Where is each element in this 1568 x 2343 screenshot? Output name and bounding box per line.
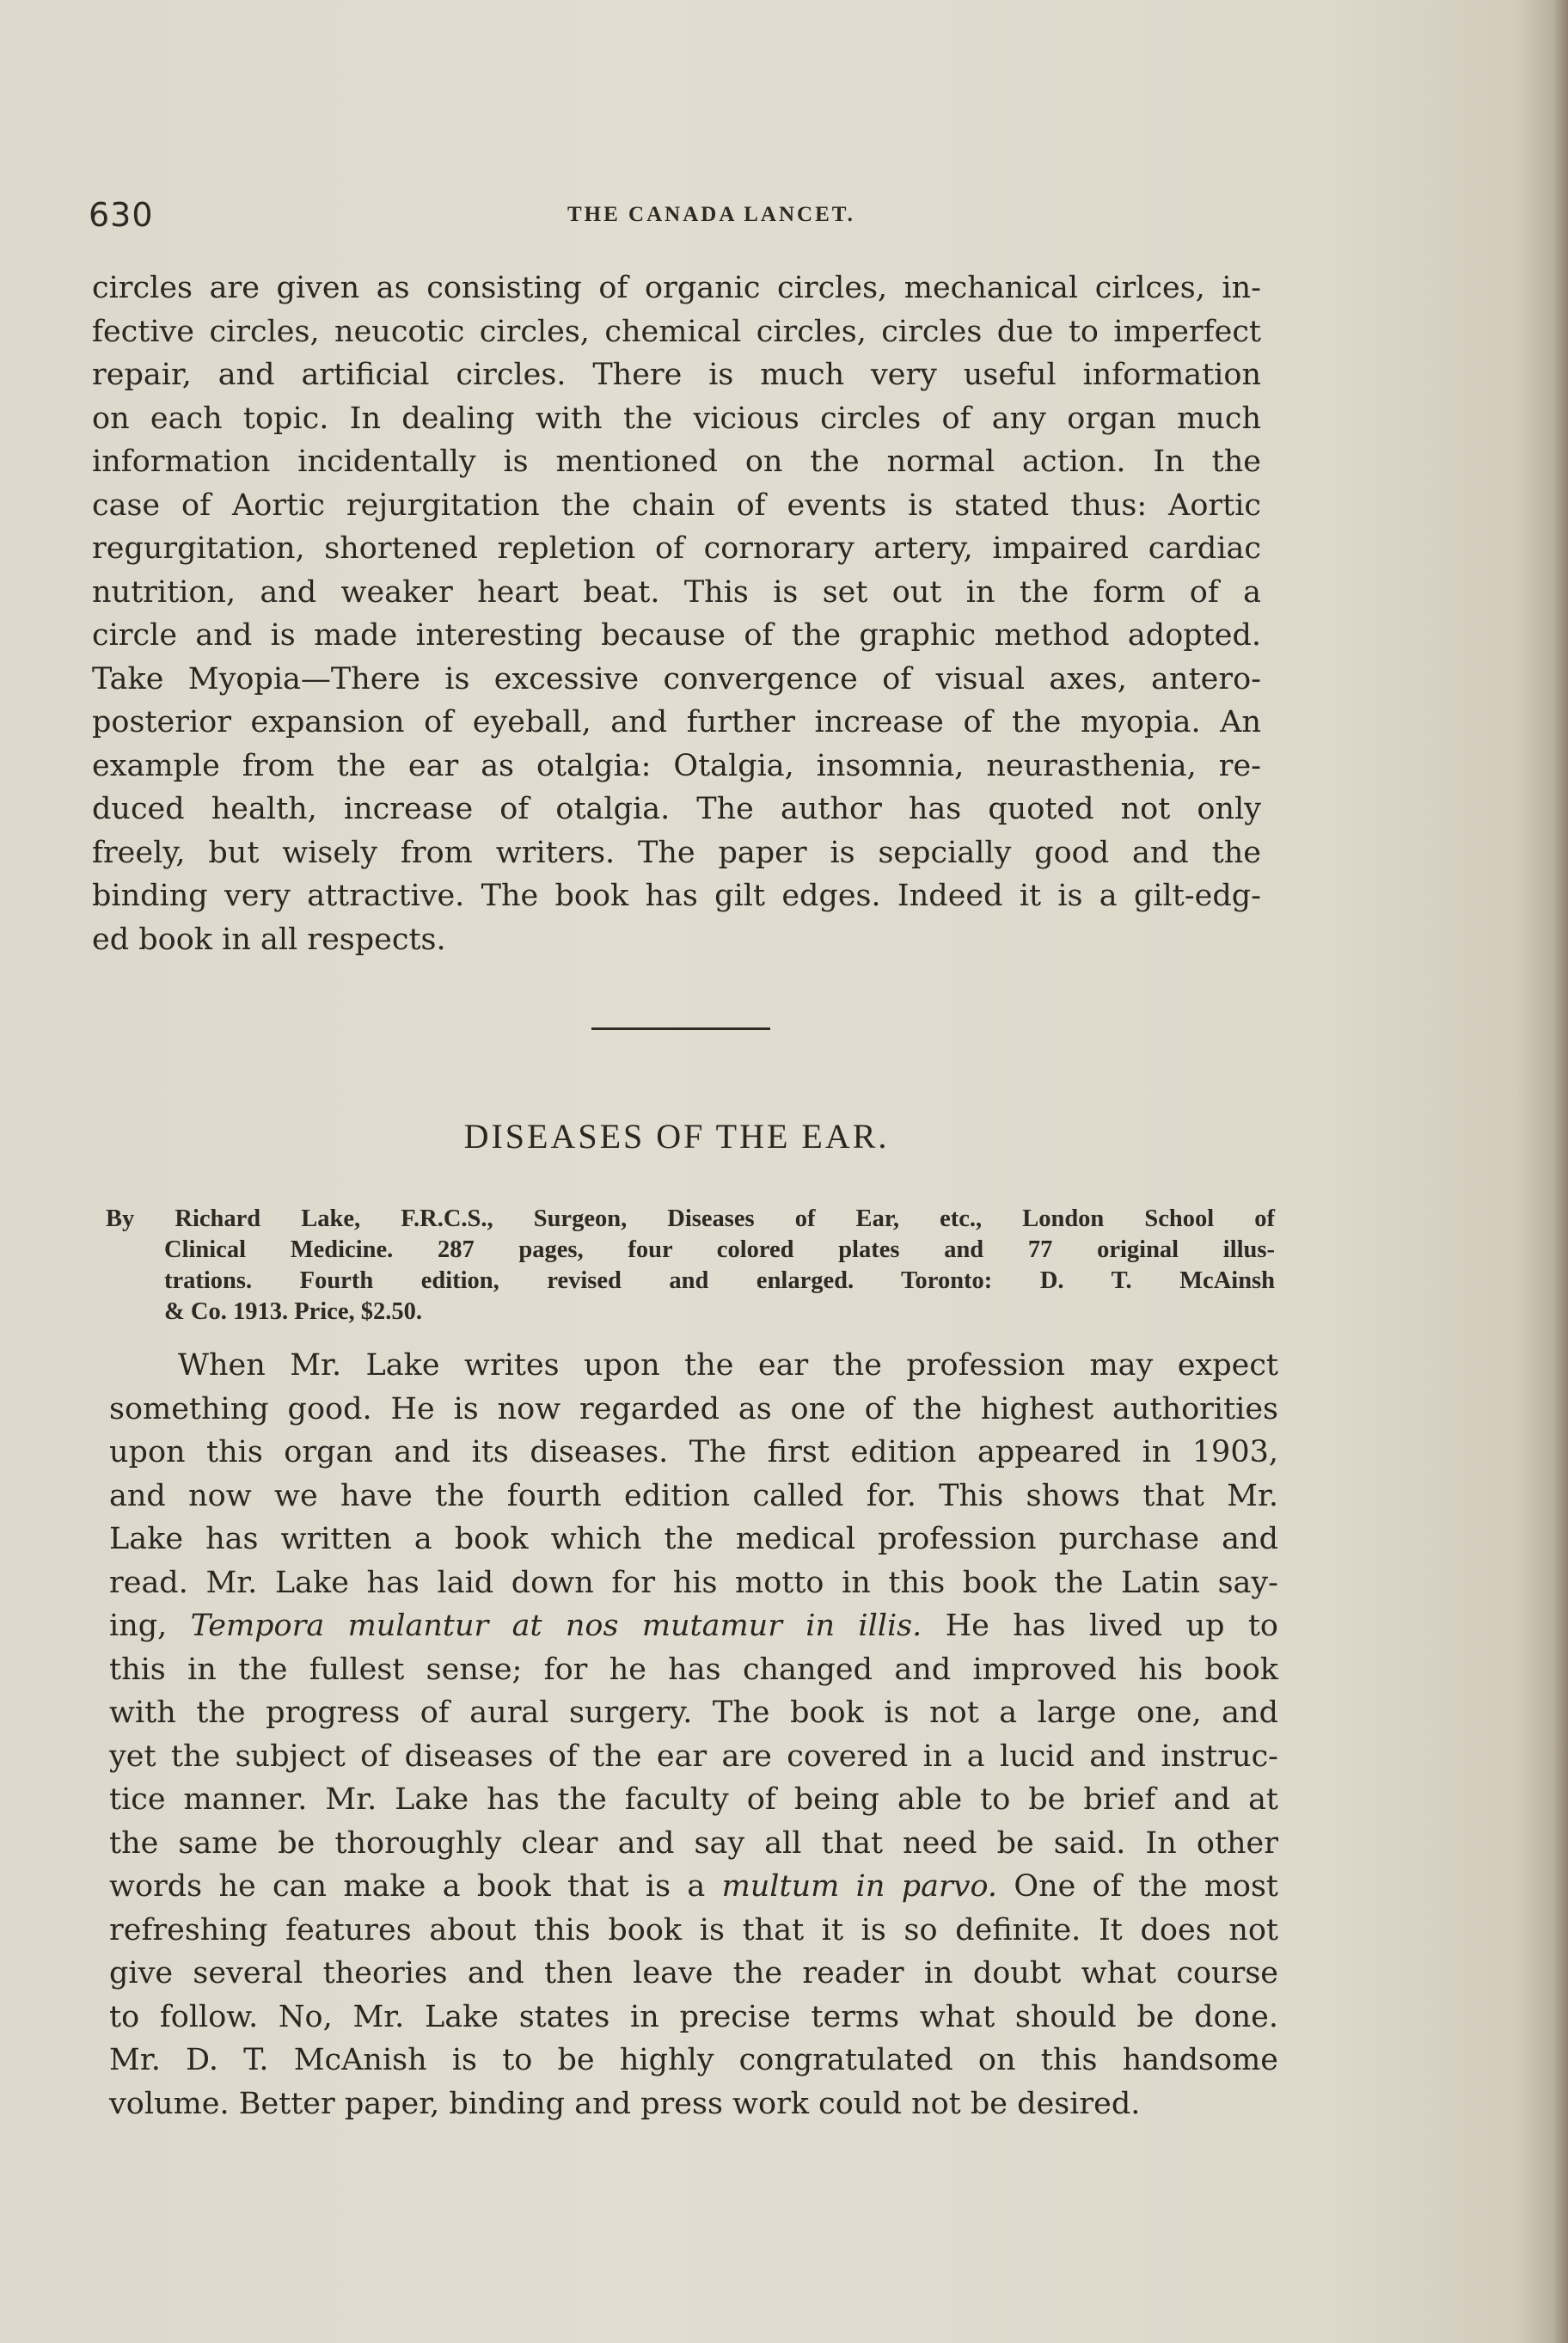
text-line: circle and is made interesting because of the graphic method adopted. [92,618,1261,653]
page-header [0,196,1568,248]
section-divider [591,1027,770,1030]
text-line: refreshing features about this book is that it is so definite. It does not [109,1912,1278,1947]
citation-line: By Richard Lake, F.R.C.S., Surgeon, Diseases of Ear, etc., London School of [106,1205,1275,1232]
page-edge-shadow [1516,0,1568,2343]
review-continuation [92,267,1261,961]
text-line: the same be thoroughly clear and say all that need be said. In other [109,1825,1278,1861]
text-line: repair, and artificial circles. There is much very useful information [92,358,1261,392]
section-title [0,1116,1568,1156]
text-line: and now we have the fourth edition called for. This shows that Mr. [109,1478,1278,1513]
text-line: binding very attractive. The book has gilt edges. Indeed it is a gilt-edg- [92,879,1261,913]
citation-line: Clinical Medicine. 287 pages, four colored plates and 77 original illus- [164,1236,1275,1263]
text-line: fective circles, neucotic circles, chemical circles, circles due to imperfect [92,314,1261,349]
text-line: regurgitation, shortened repletion of cornorary artery, impaired cardiac [92,531,1261,566]
text-line: Take Myopia—There is excessive convergence of visual axes, antero- [92,661,1261,696]
text-line: with the progress of aural surgery. The book is not a large one, and [109,1696,1278,1730]
latin-phrase: multum in parvo. [721,1869,998,1904]
text-line: When Mr. Lake writes upon the ear the profession may expect [178,1348,1278,1383]
text-line: to follow. No, Mr. Lake states in precise terms what should be done. [109,1999,1278,2034]
text-line: information incidentally is mentioned on the normal action. In the [92,445,1261,479]
section-title-text: DISEASES OF THE EAR. [463,1117,890,1156]
text-line: volume. Better paper, binding and press work could not be desired. [109,2086,1141,2121]
text-line: posterior expansion of eyeball, and further increase of the myopia. An [92,705,1261,739]
text-fragment: One of the most [997,1869,1278,1904]
citation-line: trations. Fourth edition, revised and enlarged. Toronto: D. T. McAinsh [164,1267,1275,1294]
text-line: Lake has written a book which the medical profession purchase and [109,1522,1278,1556]
text-line: upon this organ and its diseases. The first edition appeared in 1903, [109,1435,1278,1469]
text-fragment: He has lived up to [922,1609,1278,1643]
book-citation [106,1204,1275,1328]
text-line: something good. He is now regarded as one of the highest authorities [109,1391,1278,1426]
text-line-with-motto [109,1604,1278,1648]
text-line: case of Aortic rejurgitation the chain of events is stated thus: Aortic [92,488,1261,523]
text-fragment: words he can make a book that is a [109,1869,722,1904]
text-line: circles are given as consisting of organic circles, mechanical cirlces, in- [92,271,1261,305]
text-line: nutrition, and weaker heart beat. This is set out in the form of a [92,574,1261,610]
running-head: THE CANADA LANCET. [567,203,855,226]
text-line: freely, but wisely from writers. The paper is sepcially good and the [92,835,1261,870]
text-line-with-phrase [109,1865,1278,1909]
text-line: this in the fullest sense; for he has changed and improved his book [109,1652,1278,1687]
latin-motto: Tempora mulantur at nos mutamur in illis. [190,1609,922,1643]
text-line: ed book in all respects. [92,922,446,957]
text-line: yet the subject of diseases of the ear are covered in a lucid and instruc- [109,1739,1278,1774]
text-line: example from the ear as otalgia: Otalgia, insomnia, neurasthenia, re- [92,748,1261,783]
text-line: give several theories and then leave the reader in doubt what course [109,1956,1278,1990]
review-body [109,1344,1278,2125]
citation-line: & Co. 1913. Price, $2.50. [164,1298,422,1325]
text-line: tice manner. Mr. Lake has the faculty of being able to be brief and at [109,1782,1278,1817]
text-line: on each topic. In dealing with the vicious circles of any organ much [92,401,1261,436]
text-line: duced health, increase of otalgia. The author has quoted not only [92,792,1261,826]
page-number: 630 [89,196,154,234]
text-fragment: ing, [109,1609,191,1643]
text-line: Mr. D. T. McAnish is to be highly congratulated on this handsome [109,2043,1278,2077]
text-line: read. Mr. Lake has laid down for his motto in this book the Latin say- [109,1565,1278,1600]
